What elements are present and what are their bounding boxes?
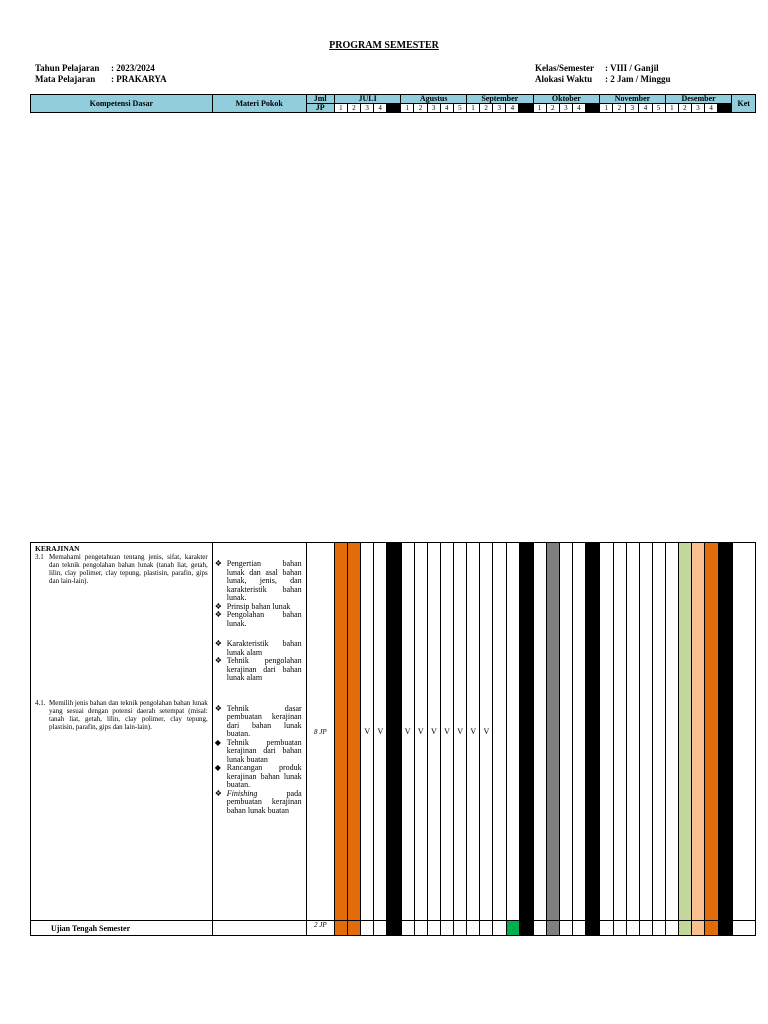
- week-cell: [546, 543, 559, 921]
- week-cell: [454, 543, 467, 921]
- header-jml: Jml: [306, 95, 334, 104]
- blank-week-cell: [585, 104, 599, 113]
- week-cell: [573, 543, 586, 921]
- week-cell: [652, 543, 665, 921]
- kelas-label: Kelas/Semester: [535, 63, 594, 73]
- bullet-icon: ❖: [214, 610, 222, 619]
- week-cell: 2: [546, 104, 559, 113]
- week-cell: [600, 543, 613, 921]
- week-cell: 3: [427, 104, 440, 113]
- week-cell: [639, 921, 652, 936]
- kelas-value: : VIII / Ganjil: [605, 63, 659, 73]
- week-cell: [387, 543, 401, 921]
- week-cell: [519, 921, 533, 936]
- week-cell: [374, 543, 387, 921]
- week-cell: [467, 543, 480, 921]
- tahun-value: : 2023/2024: [111, 63, 155, 73]
- bullet-icon: ❖: [214, 656, 222, 665]
- kd-item-3-1: [35, 553, 208, 585]
- kompetensi-dasar-cell: [31, 543, 213, 921]
- week-cell: [586, 921, 600, 936]
- week-cell: [586, 543, 600, 921]
- bullet-icon: ❖: [214, 788, 222, 798]
- week-cell: [401, 921, 414, 936]
- week-cell: [666, 921, 679, 936]
- schedule-body-table: [30, 542, 756, 936]
- week-cell: [705, 543, 718, 921]
- materi-pokok-cell: [212, 543, 306, 921]
- week-cell: [454, 921, 467, 936]
- uts-label-cell: Ujian Tengah Semester: [31, 921, 213, 936]
- week-cell: 2: [613, 104, 626, 113]
- week-cell: [480, 921, 493, 936]
- week-cell: [361, 921, 374, 936]
- week-cell: [401, 543, 414, 921]
- blank-week-cell: [387, 104, 401, 113]
- week-cell: [679, 921, 692, 936]
- uts-jp-value: 2 JP: [313, 921, 327, 929]
- bullet-icon: ❖: [214, 639, 222, 648]
- check-mark: V: [444, 727, 450, 736]
- blank-week-cell: [718, 104, 732, 113]
- header-month-agustus: Agustus: [401, 95, 467, 104]
- kd-number: 3.1: [35, 553, 44, 561]
- week-cell: [718, 921, 732, 936]
- materi-item: [215, 560, 302, 603]
- materi-item: [215, 739, 302, 765]
- check-mark: V: [430, 727, 437, 736]
- header-kompetensi-dasar: Kompetensi Dasar: [31, 95, 213, 113]
- materi-item: [215, 705, 302, 739]
- week-cell: [493, 543, 506, 921]
- ket-cell: [732, 921, 755, 936]
- week-cell: [652, 921, 665, 936]
- week-cell: [718, 543, 732, 921]
- info-left: [35, 63, 167, 85]
- week-cell: 1: [466, 104, 479, 113]
- week-cell: 4: [440, 104, 453, 113]
- materi-item: [215, 640, 302, 657]
- week-cell: 3: [361, 104, 374, 113]
- week-cell: [387, 921, 401, 936]
- week-cell: [414, 921, 427, 936]
- header-month-oktober: Oktober: [533, 95, 600, 104]
- alokasi-value: : 2 Jam / Minggu: [605, 74, 671, 84]
- check-mark: V: [483, 727, 490, 736]
- week-cell: 5: [652, 104, 665, 113]
- materi-item: [215, 790, 302, 816]
- week-cell: [348, 543, 361, 921]
- week-cell: [348, 921, 361, 936]
- week-cell: [480, 543, 493, 921]
- week-cell: 2: [347, 104, 360, 113]
- materi-text: Tehnik pengolahan kerajinan dari bahan lunak alam: [226, 656, 302, 682]
- tahun-label: Tahun Pelajaran: [35, 63, 100, 73]
- materi-item: [215, 611, 302, 628]
- week-cell: 2: [480, 104, 493, 113]
- uts-jp-cell: [306, 921, 334, 936]
- bullet-icon: ◆: [214, 763, 221, 772]
- week-cell: [613, 543, 626, 921]
- bullet-icon: ❖: [214, 601, 222, 611]
- week-cell: [493, 921, 506, 936]
- week-cell: [414, 543, 427, 921]
- materi-item: [215, 764, 302, 790]
- uts-materi-cell: [212, 921, 306, 936]
- week-cell: [626, 543, 639, 921]
- mapel-label: Mata Pelajaran: [35, 74, 96, 84]
- jp-cell: [306, 543, 334, 921]
- materi-text: Rancangan produk kerajinan bahan lunak buatan.: [226, 763, 302, 789]
- week-cell: [666, 543, 679, 921]
- week-cell: [334, 921, 347, 936]
- week-cell: [560, 543, 573, 921]
- week-cell: 2: [678, 104, 691, 113]
- page-title: PROGRAM SEMESTER: [329, 40, 439, 51]
- week-cell: 1: [600, 104, 613, 113]
- header-ket: Ket: [732, 95, 756, 113]
- week-cell: [440, 921, 453, 936]
- week-cell: [639, 543, 652, 921]
- materi-text: Tehnik pembuatan kerajinan dari bahan lunak buatan: [226, 737, 302, 764]
- check-mark: V: [377, 727, 384, 736]
- week-cell: [560, 921, 573, 936]
- kd-number: 4.1.: [35, 699, 46, 707]
- week-cell: [361, 543, 374, 921]
- schedule-header-table: [30, 94, 756, 113]
- week-cell: [692, 921, 705, 936]
- week-cell: [533, 921, 546, 936]
- week-cell: 5: [453, 104, 466, 113]
- week-cell: 4: [506, 104, 519, 113]
- week-cell: [467, 921, 480, 936]
- week-cell: [600, 921, 613, 936]
- week-cell: [374, 921, 387, 936]
- check-mark: V: [417, 727, 424, 736]
- week-cell: [506, 543, 519, 921]
- info-right: [535, 63, 671, 85]
- header-month-juli: JULI: [334, 95, 401, 104]
- bullet-icon: ❖: [214, 703, 222, 713]
- header-month-september: September: [466, 95, 533, 104]
- header-jp: JP: [306, 104, 334, 113]
- ket-cell: [732, 543, 755, 921]
- week-cell: [546, 921, 559, 936]
- week-cell: [334, 543, 347, 921]
- materi-text: Finishing pada pembuatan kerajinan bahan lunak buatan: [226, 788, 302, 815]
- alokasi-label: Alokasi Waktu: [535, 74, 593, 84]
- week-cell: [692, 543, 705, 921]
- check-mark: V: [470, 727, 477, 736]
- week-cell: [573, 921, 586, 936]
- week-cell: 4: [705, 104, 718, 113]
- kd-text: Memahami pengetahuan tentang jenis, sifat, karakter dan teknik pengolahan bahan lunak (tanah liat, getah, lilin, clay polimer, clay tepung, plastisin, parafin, gips dan lain-lain).: [49, 553, 208, 585]
- week-cell: [533, 543, 546, 921]
- week-cell: [613, 921, 626, 936]
- bullet-icon: ❖: [214, 559, 222, 568]
- week-cell: 1: [665, 104, 678, 113]
- materi-item: [215, 657, 302, 683]
- week-cell: 1: [533, 104, 546, 113]
- materi-text: Tehnik dasar pembuatan kerajinan dari bahan lunak buatan.: [226, 703, 302, 738]
- header-month-desember: Desember: [665, 95, 732, 104]
- week-cell: 3: [493, 104, 506, 113]
- week-cell: 3: [626, 104, 639, 113]
- bullet-icon: ◆: [214, 737, 221, 747]
- week-cell: [427, 543, 440, 921]
- kd-item-4-1: [35, 699, 208, 731]
- week-cell: 4: [572, 104, 585, 113]
- materi-text: Karakteristik bahan lunak alam: [226, 639, 302, 657]
- week-cell: [506, 921, 519, 936]
- week-cell: 3: [559, 104, 572, 113]
- check-mark: V: [457, 727, 463, 736]
- blank-week-cell: [519, 104, 533, 113]
- week-cell: [679, 543, 692, 921]
- week-cell: 1: [334, 104, 347, 113]
- materi-text: Pengertian bahan lunak dan asal bahan lunak, jenis, dan karakteristik bahan lunak.: [226, 559, 302, 602]
- section-title: KERAJINAN: [35, 544, 80, 553]
- materi-text: Pengolahan bahan lunak.: [226, 610, 302, 628]
- week-cell: 4: [639, 104, 652, 113]
- kd-text: Memilih jenis bahan dan teknik pengolahan bahan lunak yang sesuai dengan potensi daerah setempat (misal: tanah liat, getah, lilin, clay polimer, clay tepung, plastisin, parafin, gips dan lain-lain).: [49, 699, 208, 731]
- materi-text: Prinsip bahan lunak: [226, 601, 291, 611]
- week-cell: [519, 543, 533, 921]
- mapel-value: : PRAKARYA: [111, 74, 167, 84]
- check-mark: V: [364, 727, 371, 736]
- jp-value: 8 JP: [313, 727, 327, 736]
- week-cell: 3: [691, 104, 704, 113]
- header-materi-pokok: Materi Pokok: [212, 95, 306, 113]
- week-cell: 2: [414, 104, 427, 113]
- week-cell: 1: [401, 104, 414, 113]
- week-cell: [427, 921, 440, 936]
- header-month-november: November: [600, 95, 666, 104]
- week-cell: [626, 921, 639, 936]
- week-cell: 4: [374, 104, 387, 113]
- week-cell: [440, 543, 453, 921]
- week-cell: [705, 921, 718, 936]
- check-mark: V: [404, 727, 411, 736]
